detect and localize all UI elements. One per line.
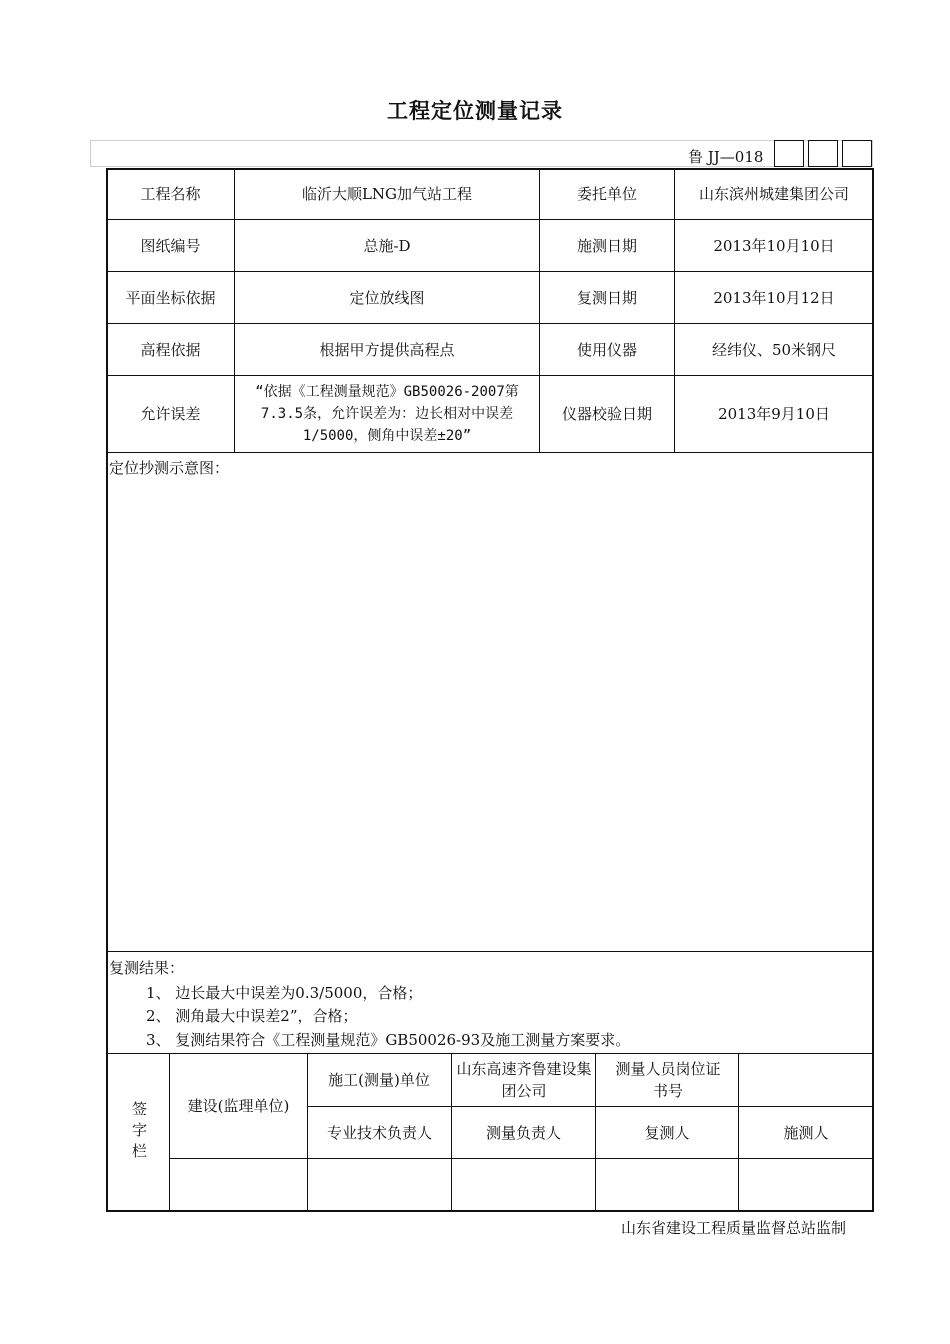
row-divider <box>107 452 873 453</box>
value-client-unit[interactable]: 山东滨州城建集团公司 <box>698 185 849 203</box>
sketch-area[interactable] <box>107 480 873 948</box>
value-survey-date[interactable]: 2013年10月10日 <box>713 236 835 255</box>
rechecker-signature-field[interactable] <box>596 1159 738 1211</box>
recheck-item: 1、 边长最大中误差为0.3/5000，合格； <box>146 984 423 1002</box>
label-client-unit: 委托单位 <box>576 185 637 203</box>
surveyor-signature-field[interactable] <box>739 1159 873 1211</box>
role-technical-lead: 专业技术负责人 <box>326 1123 432 1142</box>
value-elevation-basis[interactable]: 根据甲方提供高程点 <box>319 340 455 359</box>
label-survey-date: 施测日期 <box>576 236 637 255</box>
section-divider <box>107 951 873 952</box>
construction-unit-label: 施工(测量)单位 <box>328 1071 430 1089</box>
value-drawing-number[interactable]: 总施-D <box>363 236 411 255</box>
signature-section-label: 签字栏 <box>130 1101 148 1164</box>
label-instrument: 使用仪器 <box>576 340 637 359</box>
code-box-2[interactable] <box>808 140 838 167</box>
builder-label: 建设(监理单位) <box>187 1097 290 1115</box>
label-calibration-date: 仪器校验日期 <box>561 405 652 423</box>
recheck-label: 复测结果： <box>109 959 185 977</box>
code-box-1[interactable] <box>774 140 804 167</box>
value-calibration-date[interactable]: 2013年9月10日 <box>718 405 830 423</box>
value-plane-coordinate-basis[interactable]: 定位放线图 <box>349 288 425 307</box>
cert-number-label: 测量人员岗位证书号 <box>615 1060 721 1100</box>
label-drawing-number: 图纸编号 <box>140 236 201 255</box>
label-plane-coordinate-basis: 平面坐标依据 <box>125 288 216 307</box>
construction-unit-value[interactable]: 山东高速齐鲁建设集团公司 <box>456 1060 592 1100</box>
label-allowable-error: 允许误差 <box>140 405 201 423</box>
value-allowable-error[interactable]: “依据《工程测量规范》GB50026-2007第7.3.5条，允许误差为：边长相对中误差1/5000，侧角中误差±20” <box>255 384 519 444</box>
label-project-name: 工程名称 <box>140 185 201 203</box>
form-code: 鲁 JJ—018 <box>688 148 764 166</box>
code-box-3[interactable] <box>842 140 872 167</box>
label-recheck-date: 复测日期 <box>576 288 637 307</box>
role-rechecker: 复测人 <box>644 1123 690 1142</box>
technical-lead-signature-field[interactable] <box>308 1159 451 1211</box>
value-project-name[interactable]: 临沂大顺LNG加气站工程 <box>301 185 473 203</box>
page-title: 工程定位测量记录 <box>387 99 563 123</box>
recheck-item: 3、 复测结果符合《工程测量规范》GB50026-93及施工测量方案要求。 <box>146 1031 631 1049</box>
value-instrument[interactable]: 经纬仪、50米钢尺 <box>711 340 837 359</box>
survey-lead-signature-field[interactable] <box>452 1159 595 1211</box>
footer-issuer: 山东省建设工程质量监督总站监制 <box>621 1219 847 1237</box>
builder-signature-field[interactable] <box>170 1159 307 1211</box>
recheck-item: 2、 测角最大中误差2”，合格； <box>146 1007 358 1025</box>
role-survey-lead: 测量负责人 <box>485 1123 561 1142</box>
sketch-label: 定位抄测示意图： <box>109 459 230 477</box>
role-surveyor: 施测人 <box>783 1123 829 1142</box>
value-recheck-date[interactable]: 2013年10月12日 <box>713 288 835 307</box>
label-elevation-basis: 高程依据 <box>140 340 201 359</box>
cert-number-value[interactable] <box>739 1054 873 1106</box>
